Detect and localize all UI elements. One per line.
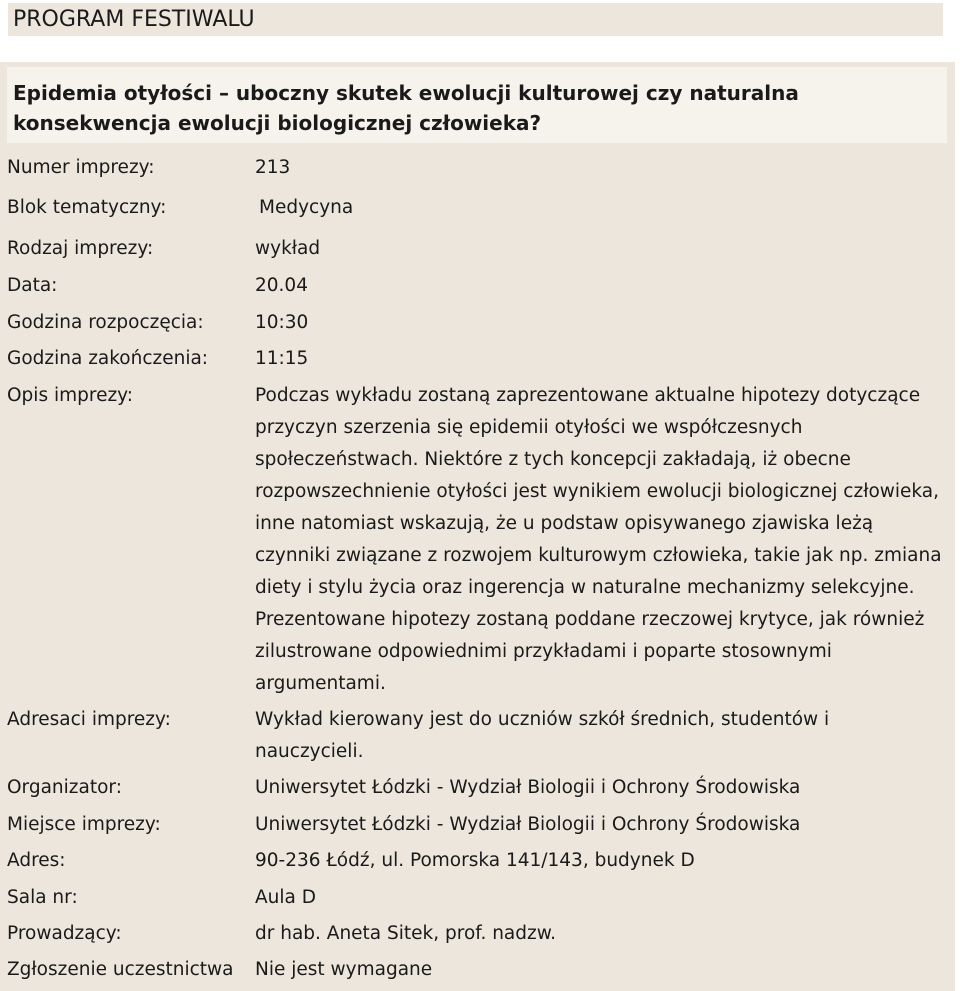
event-title-box (7, 67, 947, 143)
field-label: Sala nr: (7, 887, 78, 908)
page-header (8, 3, 943, 36)
field-label: Adres: (7, 850, 66, 871)
field-label: Godzina rozpoczęcia: (7, 312, 204, 333)
field-label: Organizator: (7, 777, 122, 798)
field-label: Miejsce imprezy: (7, 814, 161, 835)
field-label: Opis imprezy: (7, 385, 133, 406)
field-label: Zgłoszenie uczestnictwa (7, 959, 234, 980)
field-label: Numer imprezy: (7, 157, 155, 178)
event-audience: Wykład kierowany jest do uczniów szkół średnich, studentów i nauczycieli. (255, 709, 830, 762)
thematic-block: Medycyna (259, 197, 354, 218)
room: Aula D (255, 887, 316, 908)
field-label: Adresaci imprezy: (7, 709, 171, 730)
event-description: Podczas wykładu zostaną zaprezentowane aktualne hipotezy dotyczące przyczyn szerzenia się epidemii otyłości we współczesnych społeczeństwach. Niektóre z tych koncepcji zakładają, iż obecne rozpowszechnienie otyłości jest wynikiem ewolucji biologicznej człowieka, inne natomiast wskazują, że u podstaw opisywanego zjawiska leżą czynniki związane z rozwojem kulturowym człowieka, takie jak np. zmiana diety i stylu życia oraz ingerencja w naturalne mechanizmy selekcyjne. Prezentowane hipotezy zostaną poddane rzeczowej krytyce, jak również zilustrowane odpowiednimi przykładami i poparte stosownymi argumentami. (255, 385, 942, 694)
address: 90-236 Łódź, ul. Pomorska 141/143, budynek D (255, 850, 695, 871)
field-label: Data: (7, 275, 58, 296)
event-panel (0, 62, 955, 991)
field-row-audience (0, 704, 955, 768)
end-time: 11:15 (255, 348, 309, 369)
venue: Uniwersytet Łódzki - Wydział Biologii i Ochrony Środowiska (255, 814, 801, 835)
field-label: Rodzaj imprezy: (7, 238, 154, 259)
field-label: Godzina zakończenia: (7, 348, 209, 369)
event-number: 213 (255, 157, 291, 178)
registration: Nie jest wymagane (255, 959, 433, 980)
start-time: 10:30 (255, 312, 309, 333)
field-row-description (0, 380, 955, 700)
event-title: Epidemia otyłości – uboczny skutek ewolucji kulturowej czy naturalna konsekwencja ewolucji biologicznej człowieka? (13, 81, 799, 135)
event-date: 20.04 (255, 275, 308, 296)
field-label: Blok tematyczny: (7, 197, 167, 218)
organizer: Uniwersytet Łódzki - Wydział Biologii i Ochrony Środowiska (255, 777, 801, 798)
page-title: PROGRAM FESTIWALU (13, 7, 255, 32)
event-type: wykład (255, 238, 321, 259)
field-label: Prowadzący: (7, 923, 122, 944)
host: dr hab. Aneta Sitek, prof. nadzw. (255, 923, 557, 944)
